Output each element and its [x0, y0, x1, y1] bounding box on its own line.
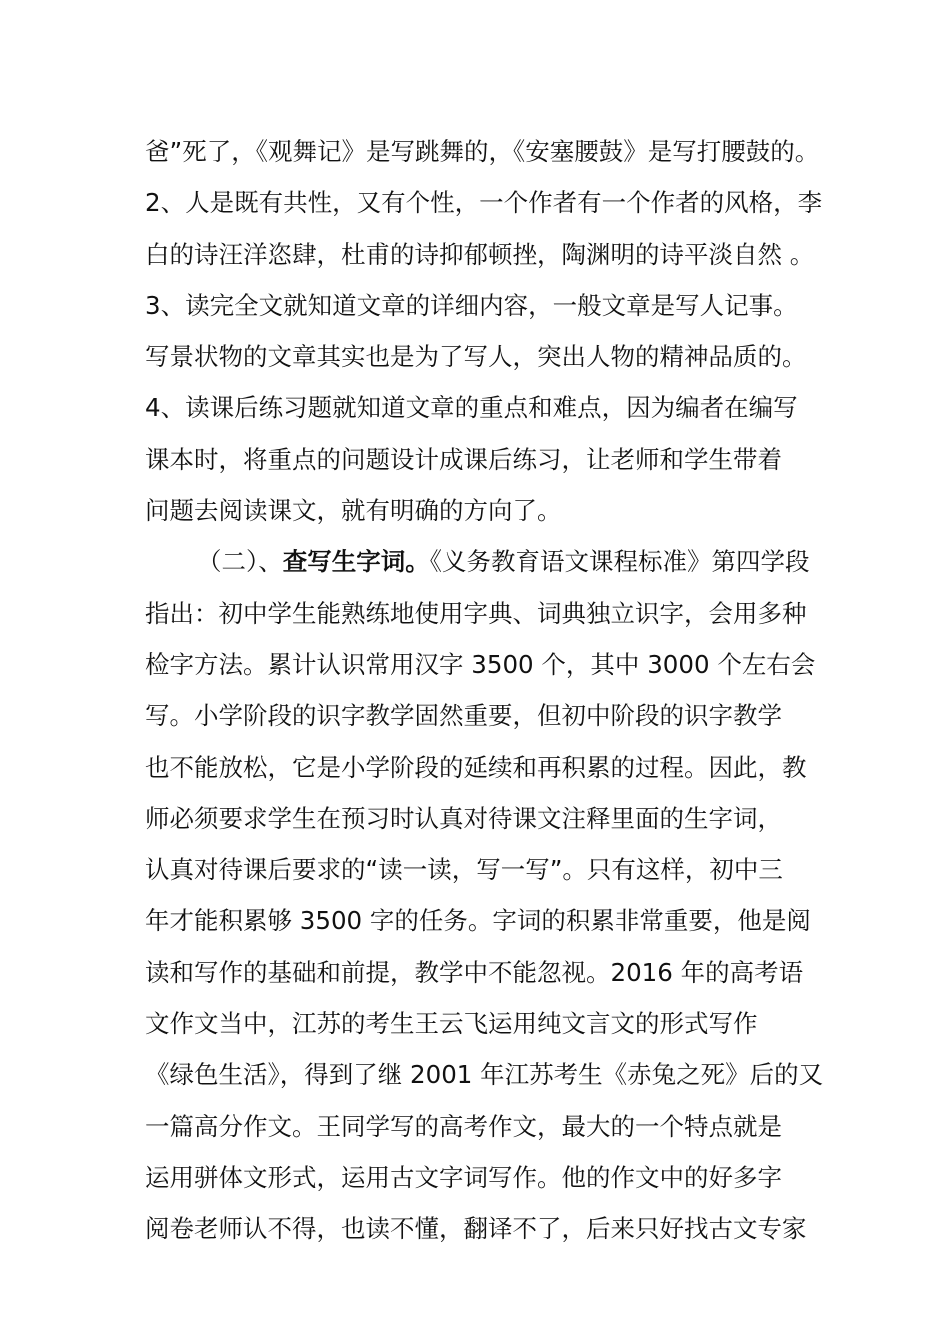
text-line: 问题去阅读课文，就有明确的方向了。: [145, 496, 562, 526]
text-line: 《绿色生活》，得到了继 2001 年江苏考生《赤兔之死》后的又: [145, 1060, 824, 1090]
text-line: 文作文当中，江苏的考生王云飞运用纯文言文的形式写作: [145, 1009, 758, 1039]
text-line: 课本时，将重点的问题设计成课后练习，让老师和学生带着: [145, 444, 782, 474]
text-line: 指出：初中学生能熟练地使用字典、词典独立识字，会用多种: [145, 598, 807, 628]
text-line: 年才能积累够 3500 字的任务。字词的积累非常重要，他是阅: [145, 906, 811, 936]
section-title: 查写生字词。: [282, 547, 430, 577]
text-line: 3、读完全文就知道文章的详细内容，一般文章是写人记事。: [145, 290, 798, 320]
text-line: 读和写作的基础和前提，教学中不能忽视。2016 年的高考语: [145, 957, 804, 987]
text-line: 2、人是既有共性，又有个性，一个作者有一个作者的风格，李: [145, 188, 823, 218]
text-line: 4、读课后练习题就知道文章的重点和难点，因为编者在编写: [145, 393, 798, 423]
text-line: 也不能放松，它是小学阶段的延续和再积累的过程。因此，教: [145, 752, 807, 782]
text-line: 写景状物的文章其实也是为了写人，突出人物的精神品质的。: [145, 342, 807, 372]
text-line: 检字方法。累计认识常用汉字 3500 个，其中 3000 个左右会: [145, 649, 816, 679]
text-line: 师必须要求学生在预习时认真对待课文注释里面的生字词，: [145, 803, 782, 833]
text-line: 一篇高分作文。王同学写的高考作文，最大的一个特点就是: [145, 1111, 782, 1141]
section-heading-text: 《义务教育语文课程标准》第四学段: [429, 547, 810, 577]
text-line: 阅卷老师认不得，也读不懂，翻译不了，后来只好找古文专家: [145, 1214, 807, 1244]
text-line: 写。小学阶段的识字教学固然重要，但初中阶段的识字教学: [145, 701, 782, 731]
section-number: （二）、: [197, 547, 283, 577]
section-heading: [145, 536, 825, 587]
body-text: [145, 126, 825, 1255]
text-line: 爸”死了，《观舞记》是写跳舞的，《安塞腰鼓》是写打腰鼓的。: [145, 137, 820, 166]
text-line: 运用骈体文形式，运用古文字词写作。他的作文中的好多字: [145, 1162, 782, 1192]
text-line: 认真对待课后要求的“读一读，写一写”。只有这样，初中三: [145, 855, 783, 885]
text-line: 白的诗汪洋恣肆，杜甫的诗抑郁顿挫，陶渊明的诗平淡自然 。: [145, 239, 815, 269]
